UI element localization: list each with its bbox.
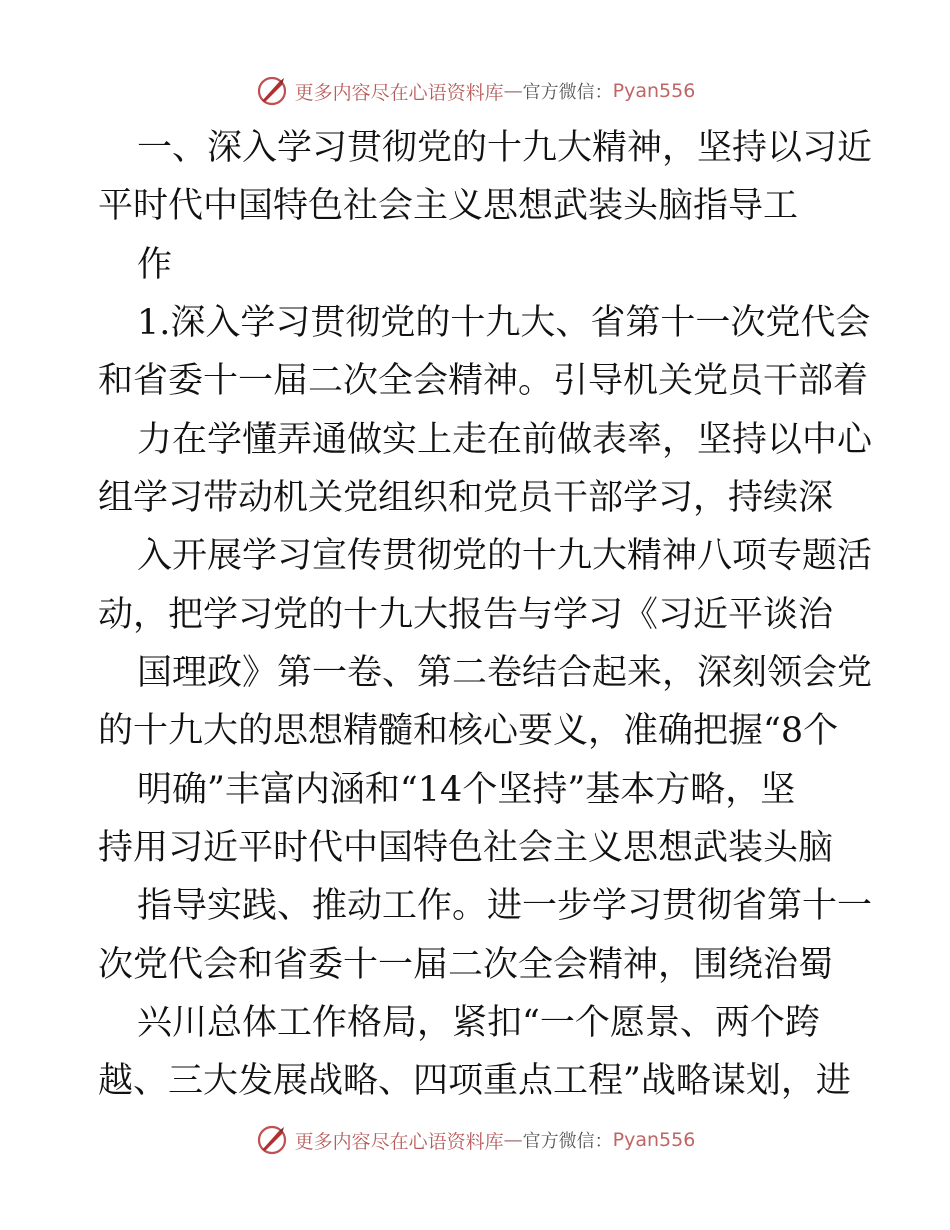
watermark-footer <box>0 1123 950 1157</box>
quill-logo-icon <box>255 1123 289 1157</box>
watermark-separator: — <box>503 80 523 102</box>
body-line: 力在学懂弄通做实上走在前做表率，坚持以中心 <box>137 420 873 460</box>
body-line: 持用习近平时代中国特色社会主义思想武装头脑 <box>98 828 834 868</box>
watermark-site-text: 更多内容尽在心语资料库 <box>294 1130 504 1153</box>
body-line: 指导实践、推动工作。进一步学习贯彻省第十一 <box>137 886 873 926</box>
watermark-label: 官方微信： <box>522 1131 613 1152</box>
body-line: 1.深入学习贯彻党的十九大、省第十一次党代会 <box>137 303 871 343</box>
body-line: 国理政》第一卷、第二卷结合起来，深刻领会党 <box>137 653 873 693</box>
body-line: 作 <box>137 245 173 285</box>
watermark-header <box>0 74 950 108</box>
watermark-separator: — <box>503 1129 523 1151</box>
body-line: 组学习带动机关党组织和党员干部学习，持续深 <box>98 478 834 518</box>
watermark-id: Pyan556 <box>612 1129 696 1151</box>
body-line: 的十九大的思想精髓和核心要义，准确把握“8个 <box>98 711 839 751</box>
body-line: 平时代中国特色社会主义思想武装头脑指导工 <box>98 186 799 226</box>
body-line: 越、三大发展战略、四项重点工程”战略谋划，进 <box>98 1061 851 1101</box>
body-line: 次党代会和省委十一届二次全会精神，围绕治蜀 <box>98 945 834 985</box>
body-line: 兴川总体工作格局，紧扣“一个愿景、两个跨 <box>137 1003 820 1043</box>
watermark-label: 官方微信： <box>522 82 613 103</box>
body-line: 一、深入学习贯彻党的十九大精神，坚持以习近 <box>137 128 873 168</box>
watermark-id: Pyan556 <box>612 80 696 102</box>
body-line: 动，把学习党的十九大报告与学习《习近平谈治 <box>98 595 834 635</box>
watermark-site-text: 更多内容尽在心语资料库 <box>294 81 504 104</box>
body-line: 明确”丰富内涵和“14个坚持”基本方略，坚 <box>137 770 796 810</box>
body-line: 入开展学习宣传贯彻党的十九大精神八项专题活 <box>137 536 873 576</box>
quill-logo-icon <box>255 74 289 108</box>
body-line: 和省委十一届二次全会精神。引导机关党员干部着 <box>98 361 869 401</box>
